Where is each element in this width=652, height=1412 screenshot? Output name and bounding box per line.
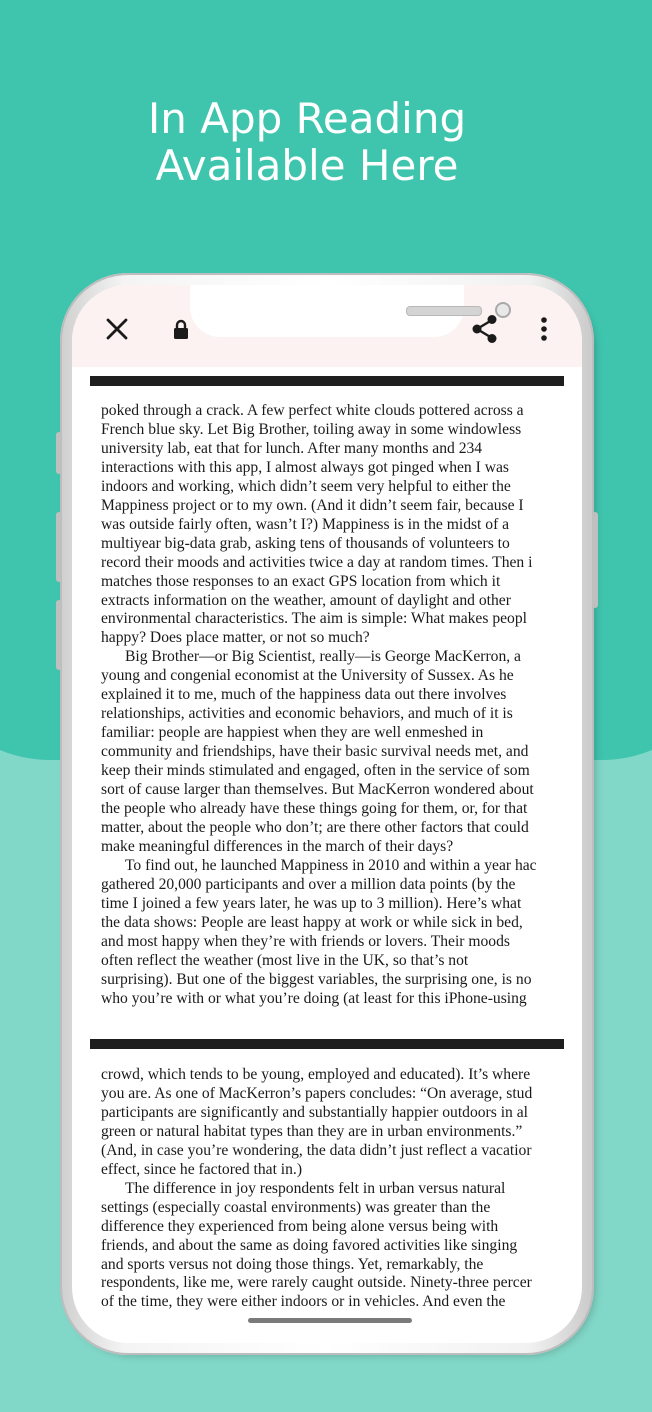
text-line: relationships, activities and economic behaviors, and much of it is: [101, 705, 513, 723]
phone-side-button-left-1: [56, 432, 62, 474]
text-line: (And, in case you’re wondering, the data didn’t just reflect a vacatior: [101, 1141, 532, 1159]
text-line: indoors and working, which didn’t seem very helpful to either the: [101, 477, 511, 495]
text-line: extracts information on the weather, amount of daylight and other: [101, 591, 511, 609]
text-line: who you’re with or what you’re doing (at least for this iPhone-using: [101, 989, 527, 1007]
text-line: poked through a crack. A few perfect white clouds pottered across a: [101, 402, 524, 419]
text-line: difference they experienced from being alone versus being with: [101, 1217, 499, 1235]
text-line: the people who already have these things going for them, or, for that: [101, 800, 528, 818]
text-line: multiyear big-data grab, asking tens of thousands of volunteers to: [101, 534, 510, 552]
text-line: keep their minds stimulated and engaged, often in the service of som: [101, 762, 530, 780]
text-line: of the time, they were either indoors or in vehicles. And even the: [101, 1293, 506, 1311]
page-divider-middle: [90, 1039, 564, 1049]
text-line: The difference in joy respondents felt in urban versus natural: [125, 1179, 506, 1197]
text-line: happy? Does place matter, or not so much?: [101, 629, 370, 647]
text-line: effect, since he factored that in.): [101, 1160, 303, 1178]
phone-side-button-right: [592, 512, 598, 608]
text-line: time I joined a few years later, he was up to 3 million). Here’s what: [101, 894, 522, 912]
page-1-text[interactable]: [101, 402, 582, 1009]
text-line: sort of cause larger than themselves. But MacKerron wondered about: [101, 781, 534, 799]
text-line: Mappiness project or to my own. (And it didn’t seem fair, because I: [101, 496, 524, 514]
phone-speaker: [406, 306, 482, 316]
text-line: and most happy when they’re with friends or lovers. Their moods: [101, 932, 510, 950]
text-line: record their moods and activities twice a day at random times. Then i: [101, 553, 533, 571]
page-2-text[interactable]: [101, 1066, 582, 1312]
text-line: interactions with this app, I almost always got pinged when I was: [101, 458, 509, 476]
text-line: was outside fairly often, wasn’t I?) Mappiness is in the midst of a: [101, 515, 510, 533]
text-line: Big Brother—or Big Scientist, really—is George MacKerron, a: [125, 648, 521, 666]
phone-side-button-left-2: [56, 512, 62, 582]
text-line: young and congenial economist at the University of Sussex. As he: [101, 667, 514, 685]
text-line: surprising). But one of the biggest variables, the surprising one, is no: [101, 970, 532, 988]
text-line: and sports versus not doing those things. Yet, remarkably, the: [101, 1255, 484, 1273]
text-line: make meaningful differences in the march of their days?: [101, 837, 454, 855]
home-indicator[interactable]: [248, 1318, 412, 1323]
text-line: familiar: people are happiest when they are well enmeshed in: [101, 724, 484, 742]
more-vertical-icon: [540, 316, 548, 342]
more-options-button[interactable]: [530, 311, 558, 347]
text-line: matter, about the people who don’t; are there other factors that could: [101, 818, 529, 836]
text-line: matches those responses to an exact GPS location from which it: [101, 572, 501, 590]
phone-camera: [495, 302, 511, 318]
phone-side-button-left-3: [56, 600, 62, 670]
share-icon: [471, 314, 499, 344]
text-line: the data shows: People are least happy at work or while sick in bed,: [101, 913, 523, 931]
lock-icon: [170, 317, 192, 341]
close-icon: [106, 318, 128, 340]
phone-screen: [72, 285, 582, 1343]
text-line: gathered 20,000 participants and over a million data points (by the: [101, 875, 516, 893]
text-line: friends, and about the same as doing favored activities like singing: [101, 1236, 518, 1254]
text-line: university lab, eat that for lunch. After many months and 234: [101, 439, 483, 457]
text-line: green or natural habitat types than they are in urban environments.”: [101, 1122, 523, 1140]
text-line: respondents, like me, were rarely caught outside. Ninety-three percer: [101, 1274, 532, 1292]
text-line: settings (especially coastal environments) was greater than the: [101, 1198, 491, 1216]
phone-notch: [190, 285, 464, 337]
promo-headline: In App Reading Available Here: [147, 94, 467, 190]
page-divider-top: [90, 376, 564, 386]
text-line: explained it to me, much of the happiness data out there involves: [101, 686, 507, 704]
text-line: often reflect the weather (most live in the UK, so that’s not: [101, 951, 469, 969]
text-line: environmental characteristics. The aim is simple: What makes peopl: [101, 610, 527, 628]
text-line: To find out, he launched Mappiness in 2010 and within a year hac: [125, 856, 537, 874]
text-line: French blue sky. Let Big Brother, toiling away in some windowless: [101, 420, 522, 438]
close-button[interactable]: [100, 312, 134, 346]
text-line: crowd, which tends to be young, employed and educated). It’s where: [101, 1066, 531, 1083]
text-line: community and friendships, have their basic survival needs met, and: [101, 743, 529, 761]
text-line: participants are significantly and substantially happier outdoors in al: [101, 1103, 528, 1121]
text-line: you are. As one of MacKerron’s papers concludes: “On average, stud: [101, 1084, 533, 1102]
